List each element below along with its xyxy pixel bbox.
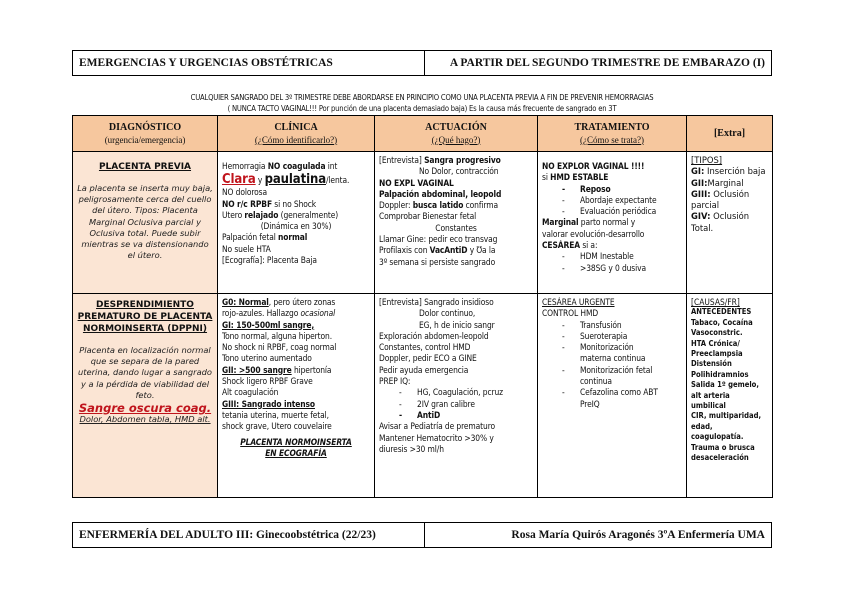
act-line: PREP IQ: bbox=[379, 376, 411, 387]
act-line: Dolor continuo, bbox=[419, 308, 476, 319]
extra-item: GIII: Oclusión parcial bbox=[691, 188, 750, 211]
trat-line: CESÁREA si a: bbox=[542, 240, 598, 251]
extra-item: Tabaco, Cocaína bbox=[691, 317, 753, 327]
clin-line: shock grave, Utero couvelaire bbox=[222, 421, 332, 432]
trat-line: CONTROL HMD bbox=[542, 308, 599, 319]
actuacion-cell bbox=[375, 294, 538, 498]
act-line: Doppler: busca latido confirma bbox=[379, 200, 499, 211]
extra-item: alt arteria bbox=[691, 390, 730, 400]
clin-line: Tono normal, alguna hiperton. bbox=[222, 330, 333, 341]
extra-item: Vasoconstric. bbox=[691, 328, 743, 338]
table-row-dppni bbox=[73, 294, 773, 498]
trat-line: - >38SG y 0 dusiva bbox=[542, 263, 682, 274]
trat-line: - Abordaje expectante bbox=[542, 195, 682, 206]
trat-line: Marginal parto normal y bbox=[542, 217, 636, 228]
col-diagnostico bbox=[73, 116, 218, 152]
header-title: EMERGENCIAS Y URGENCIAS OBSTÉTRICAS bbox=[73, 51, 425, 75]
trat-line: - Cefazolina como ABT bbox=[542, 387, 682, 398]
trat-line: - Monitorización fetal bbox=[542, 365, 682, 376]
diag-title: PLACENTA PREVIA bbox=[98, 162, 192, 172]
table-row-placenta-previa bbox=[73, 152, 773, 294]
clin-line: tetania uterina, muerte fetal, bbox=[222, 409, 329, 420]
actuacion-cell bbox=[375, 152, 538, 294]
col-extra bbox=[687, 116, 773, 152]
trat-line: - Evaluación periódica bbox=[542, 206, 682, 217]
trat-line: CESÁREA URGENTE bbox=[542, 297, 615, 307]
diag-cell bbox=[73, 152, 218, 294]
extra-list bbox=[691, 307, 768, 463]
extra-item: desaceleración bbox=[691, 453, 749, 463]
act-line: Avisar a Pediatría de prematuro bbox=[379, 421, 496, 432]
clin-line: NO dolorosa bbox=[222, 187, 268, 198]
col-tratamiento bbox=[538, 116, 687, 152]
extra-cell bbox=[687, 152, 773, 294]
clin-line: GII: >500 sangre hipertonía bbox=[222, 364, 332, 375]
act-line: - HG, Coagulación, pcruz bbox=[379, 387, 533, 398]
table-header-row bbox=[73, 116, 773, 152]
extra-item: umbilical bbox=[691, 401, 726, 411]
extra-item: coagulopatía. bbox=[691, 432, 744, 442]
act-line: [Entrevista] Sangrado insidioso bbox=[379, 297, 494, 307]
diag-footnote: Dolor, Abdomen tabla, HMD alt. bbox=[79, 414, 211, 425]
trat-line: NO EXPLOR VAGINAL !!!! bbox=[542, 161, 645, 171]
col-title: ACTUACIÓN bbox=[425, 121, 487, 133]
diag-title: DESPRENDIMIENTO PREMATURO DE PLACENTA NORMOINSERTA (DPPNI) bbox=[77, 300, 213, 334]
act-line: Constantes bbox=[435, 222, 477, 233]
clinica-cell bbox=[218, 294, 375, 498]
extra-item: CIR, multiparidad, bbox=[691, 411, 762, 421]
diag-highlight: Sangre oscura coag. bbox=[78, 401, 212, 416]
extra-item: Polihidramnios bbox=[691, 369, 749, 379]
tratamiento-cell bbox=[538, 152, 687, 294]
col-sub: (¿Cómo se trata?) bbox=[580, 134, 644, 145]
clin-line: Hemorragia NO coagulada int bbox=[222, 161, 338, 171]
col-title: CLÍNICA bbox=[274, 121, 318, 133]
extra-item: GI: Inserción baja bbox=[691, 166, 766, 177]
act-line: Palpación abdominal, leopold bbox=[379, 188, 502, 199]
clin-line: [Ecografía]: Placenta Baja bbox=[222, 255, 317, 266]
col-sub: (urgencia/emergencia) bbox=[104, 134, 186, 145]
trat-line: PreIQ bbox=[580, 398, 600, 409]
act-line: Doppler, pedir ECO a GINE bbox=[379, 353, 477, 364]
col-actuacion bbox=[375, 116, 538, 152]
extra-item: Distensión bbox=[691, 359, 732, 369]
extra-item: ANTECEDENTES bbox=[691, 307, 752, 317]
trat-line: - Transfusión bbox=[542, 320, 682, 331]
trat-line: - Reposo bbox=[542, 184, 682, 195]
extra-item: Preeclampsia bbox=[691, 349, 743, 359]
clin-line: GI: 150-500ml sangre, bbox=[222, 319, 315, 330]
extra-item: GII:Marginal bbox=[691, 177, 744, 188]
clin-line: Utero relajado (generalmente) bbox=[222, 209, 339, 220]
clin-line: rojo-azules. Hallazgo ocasional bbox=[222, 308, 336, 319]
footer-course: ENFERMERÍA DEL ADULTO III: Ginecoobstétrica (22/23) bbox=[73, 523, 425, 547]
clin-footnote: PLACENTA NORMOINSERTA bbox=[240, 436, 352, 447]
clin-line: No suele HTA bbox=[222, 243, 271, 254]
act-line: diuresis >30 ml/h bbox=[379, 443, 444, 454]
trat-line: si HMD ESTABLE bbox=[542, 172, 609, 183]
extra-title: [TIPOS] bbox=[691, 155, 723, 165]
document-footer bbox=[72, 522, 772, 548]
col-sub: (¿Cómo identificarlo?) bbox=[254, 134, 338, 145]
diag-cell bbox=[73, 294, 218, 498]
trat-line: - Sueroterapia bbox=[542, 331, 682, 342]
clin-line: (Dinámica en 30%) bbox=[260, 221, 332, 232]
extra-item: HTA Crónica/ bbox=[691, 338, 740, 348]
extra-item: edad, bbox=[691, 421, 713, 431]
act-line: Profilaxis con VacAntiD y Ʊa la bbox=[379, 245, 496, 256]
act-line: Mantener Hematocrito >30% y bbox=[379, 432, 494, 443]
clin-footnote: EN ECOGRAFÍA bbox=[265, 447, 327, 458]
col-title: [Extra] bbox=[713, 127, 746, 139]
col-sub: (¿Qué hago?) bbox=[431, 134, 481, 145]
act-line: NO EXPL VAGINAL bbox=[379, 177, 454, 188]
act-line: EG, h de inicio sangr bbox=[419, 319, 495, 330]
intro-line-1: CUALQUIER SANGRADO DEL 3º TRIMESTRE DEBE ABORDARSE EN PRINCIPIO COMO UNA PLACENTA PREVIA A FIN DE PREVENIR HEMORRAGIAS bbox=[190, 93, 654, 102]
act-line: Constantes, control HMD bbox=[379, 342, 471, 353]
act-line: No Dolor, contracción bbox=[419, 166, 499, 177]
extra-item: Salida 1º gemelo, bbox=[691, 380, 759, 390]
clin-line: Clara y paulatina/lenta. bbox=[222, 172, 350, 188]
intro-line-2: ( NUNCA TACTO VAGINAL!!! Por punción de una placenta demasiado baja) Es la causa más frecuente de sangrado en 3T bbox=[227, 104, 617, 113]
clinica-cell bbox=[218, 152, 375, 294]
header-subtitle: A PARTIR DEL SEGUNDO TRIMESTRE DE EMBARAZO (I) bbox=[449, 57, 765, 69]
trat-line: materna continua bbox=[580, 353, 646, 364]
act-line: Exploración abdomen-leopold bbox=[379, 330, 489, 341]
act-line: 3º semana si persiste sangrado bbox=[379, 256, 496, 267]
emergencies-table bbox=[72, 115, 773, 498]
clin-line: Alt coagulación bbox=[222, 387, 279, 398]
extra-item: Trauma o brusca bbox=[691, 442, 755, 452]
intro-note bbox=[72, 92, 772, 114]
diag-description: Placenta en localización normal que se separa de la pared uterina, dando lugar a sangrado y a la pérdida de viabilidad del feto. bbox=[78, 345, 212, 400]
act-line: - AntiD bbox=[379, 410, 533, 421]
col-title: DIAGNÓSTICO bbox=[108, 121, 182, 133]
clin-line: GIII: Sangrado intenso bbox=[222, 398, 315, 409]
act-line: Pedir ayuda emergencia bbox=[379, 364, 469, 375]
diag-description: La placenta se inserta muy baja, peligrosamente cerca del cuello del útero. Tipos: Placenta Marginal Oclusiva parcial y Oclusiva total. Puede subir mientras se va distensionando el útero. bbox=[77, 183, 213, 261]
trat-line: continua bbox=[580, 376, 612, 387]
act-line: Comprobar Bienestar fetal bbox=[379, 211, 477, 222]
trat-line: - HDM Inestable bbox=[542, 251, 682, 262]
clin-line: Tono uterino aumentado bbox=[222, 353, 312, 364]
act-line: Llamar Gine: pedir eco transvag bbox=[379, 234, 498, 245]
clin-line: Shock ligero RPBF Grave bbox=[222, 376, 313, 387]
document-header bbox=[72, 50, 772, 76]
tratamiento-cell bbox=[538, 294, 687, 498]
clin-line: Palpación fetal normal bbox=[222, 232, 308, 243]
col-clinica bbox=[218, 116, 375, 152]
trat-line: - Monitorización bbox=[542, 342, 682, 353]
clin-line: G0: Normal, pero útero zonas bbox=[222, 297, 336, 307]
trat-line: valorar evolución-desarrollo bbox=[542, 228, 645, 239]
act-line: [Entrevista] Sangra progresivo bbox=[379, 155, 501, 165]
col-title: TRATAMIENTO bbox=[574, 121, 650, 133]
extra-item: GIV: Oclusión Total. bbox=[691, 211, 750, 233]
clin-line: No shock ni RPBF, coag normal bbox=[222, 342, 337, 353]
clin-line: NO r/c RPBF si no Shock bbox=[222, 198, 317, 209]
extra-title: [CAUSAS/FR] bbox=[691, 297, 740, 307]
extra-cell bbox=[687, 294, 773, 498]
footer-author: Rosa María Quirós Aragonés 3ºA Enfermería UMA bbox=[511, 529, 765, 541]
act-line: - 2IV gran calibre bbox=[379, 399, 533, 410]
